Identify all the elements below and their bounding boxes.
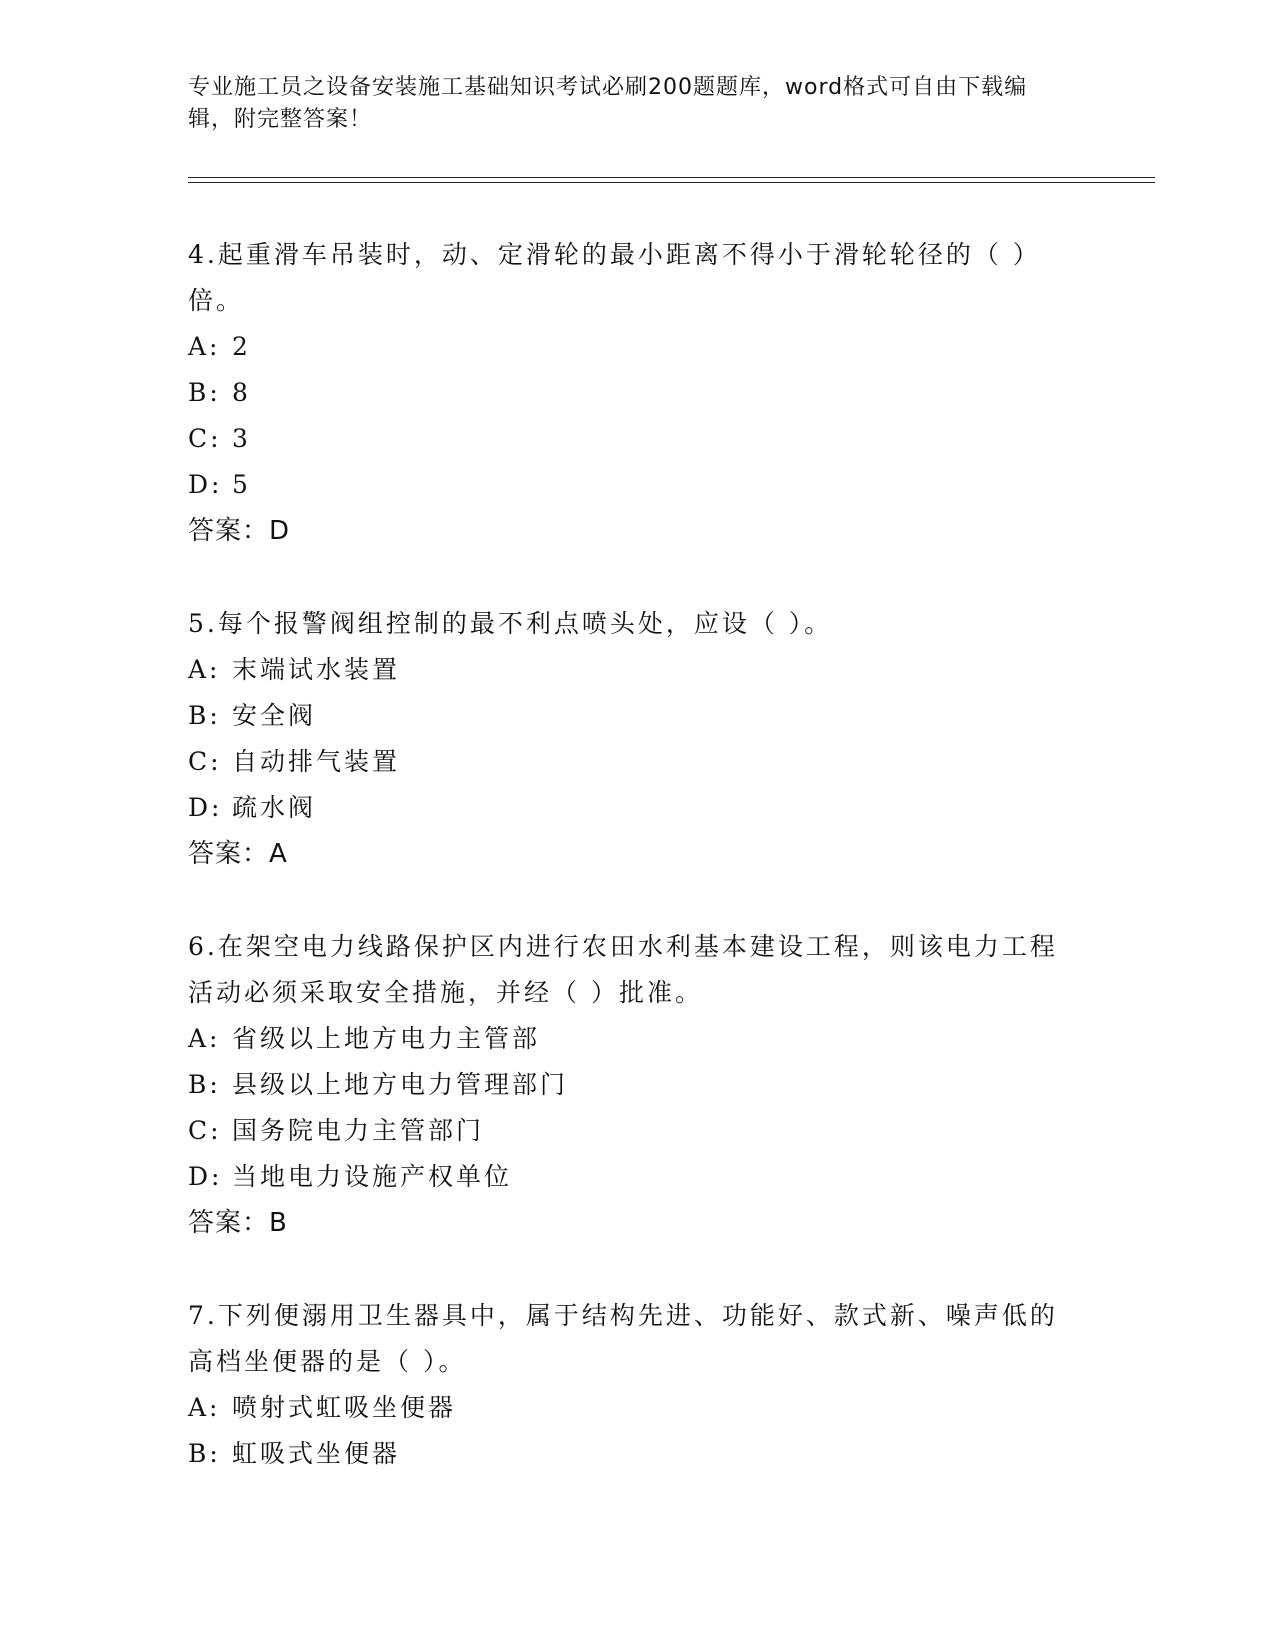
option-text: 8 (232, 378, 251, 407)
option-letter: B: (188, 701, 221, 730)
option-text: 当地电力设施产权单位 (232, 1162, 513, 1191)
option-text: 3 (232, 424, 251, 453)
option-d (188, 1154, 1068, 1200)
answer-line: 答案：A (188, 839, 288, 869)
option-letter: C: (188, 747, 222, 776)
question-stem: 6.在架空电力线路保护区内进行农田水利基本建设工程，则该电力工程活动必须采取安全措施，并经（ ）批准。 (188, 932, 1058, 1007)
option-letter: A: (188, 1024, 221, 1053)
option-letter: A: (188, 655, 221, 684)
option-b (188, 370, 1068, 416)
question-list (188, 232, 1068, 1524)
option-text: 国务院电力主管部门 (232, 1116, 485, 1145)
option-b (188, 1062, 1068, 1108)
option-letter: C: (188, 1116, 222, 1145)
question-item (188, 924, 1068, 1246)
option-a (188, 647, 1068, 693)
option-c (188, 1108, 1068, 1154)
option-text: 自动排气装置 (232, 747, 401, 776)
option-letter: D: (188, 1162, 223, 1191)
option-text: 疏水阀 (232, 793, 317, 822)
option-text: 县级以上地方电力管理部门 (232, 1070, 569, 1099)
option-a (188, 1016, 1068, 1062)
option-b (188, 1431, 1068, 1477)
question-stem: 7.下列便溺用卫生器具中，属于结构先进、功能好、款式新、噪声低的高档坐便器的是（ ）。 (188, 1301, 1058, 1376)
option-letter: C: (188, 424, 222, 453)
option-text: 末端试水装置 (232, 655, 401, 684)
question-stem: 5.每个报警阀组控制的最不利点喷头处，应设（ ）。 (188, 609, 833, 638)
question-item (188, 232, 1068, 554)
option-letter: A: (188, 1393, 221, 1422)
option-text: 省级以上地方电力主管部 (232, 1024, 541, 1053)
option-letter: A: (188, 332, 221, 361)
question-stem: 4.起重滑车吊装时，动、定滑轮的最小距离不得小于滑轮轮径的（ ）倍。 (188, 240, 1041, 315)
option-text: 2 (232, 332, 251, 361)
option-letter: B: (188, 378, 221, 407)
option-letter: B: (188, 1439, 221, 1468)
answer-line: 答案：D (188, 516, 291, 546)
option-letter: D: (188, 470, 223, 499)
answer-line: 答案：B (188, 1208, 288, 1238)
header-divider-bottom (188, 182, 1155, 183)
option-a (188, 324, 1068, 370)
option-a (188, 1385, 1068, 1431)
option-b (188, 693, 1068, 739)
option-text: 5 (232, 470, 251, 499)
option-c (188, 416, 1068, 462)
option-text: 虹吸式坐便器 (232, 1439, 401, 1468)
option-text: 安全阀 (232, 701, 317, 730)
option-d (188, 785, 1068, 831)
option-c (188, 739, 1068, 785)
header-divider-top (188, 177, 1155, 178)
document-title: 专业施工员之设备安装施工基础知识考试必刷200题题库，word格式可自由下载编辑，附完整答案！ (188, 75, 1028, 132)
option-letter: D: (188, 793, 223, 822)
option-letter: B: (188, 1070, 221, 1099)
question-item (188, 601, 1068, 877)
option-d (188, 462, 1068, 508)
question-item (188, 1293, 1068, 1477)
option-text: 喷射式虹吸坐便器 (232, 1393, 457, 1422)
